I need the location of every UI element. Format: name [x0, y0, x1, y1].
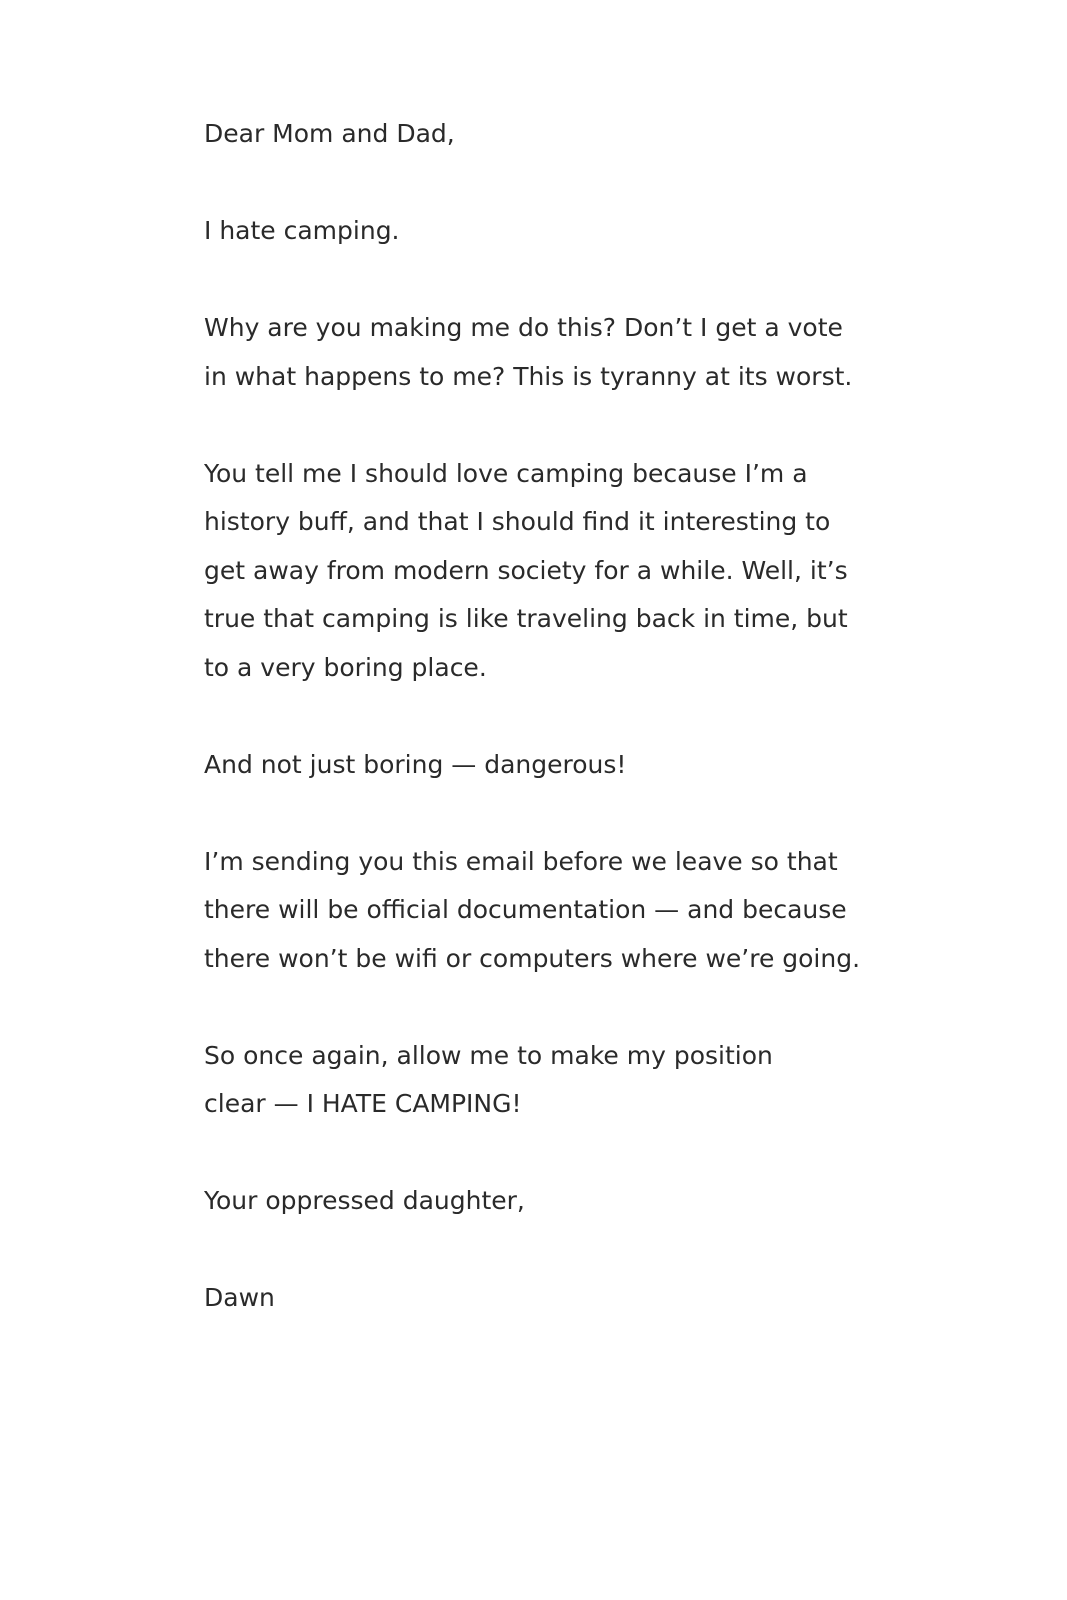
paragraph-spacer — [204, 1226, 904, 1275]
paragraph-spacer — [204, 983, 904, 1032]
paragraph-line: You tell me I should love camping because I’m a — [204, 458, 808, 488]
paragraph-line: to a very boring place. — [204, 652, 487, 682]
letter-closing: Your oppressed daughter, — [204, 1186, 525, 1215]
paragraph-line: Why are you making me do this? Don’t I get a vote — [204, 313, 843, 342]
paragraph-2 — [204, 304, 904, 401]
paragraph-line: there won’t be wifi or computers where we’re going. — [204, 943, 861, 973]
paragraph-line: So once again, allow me to make my position — [204, 1040, 773, 1070]
paragraph-3 — [204, 450, 904, 693]
paragraph-1 — [204, 207, 904, 256]
letter-signature: Dawn — [204, 1283, 275, 1312]
paragraph-line: I hate camping. — [204, 216, 400, 245]
paragraph-5 — [204, 838, 904, 984]
letter-body — [204, 110, 904, 1323]
paragraph-spacer — [204, 1129, 904, 1178]
paragraph-line: history buff, and that I should find it interesting to — [204, 507, 831, 536]
paragraph-spacer — [204, 159, 904, 208]
paragraph-spacer — [204, 789, 904, 838]
paragraph-spacer — [204, 256, 904, 305]
paragraph-6 — [204, 1032, 904, 1129]
paragraph-line: And not just boring — dangerous! — [204, 749, 627, 779]
letter-greeting: Dear Mom and Dad, — [204, 119, 455, 148]
paragraph-line: true that camping is like traveling back in time, but — [204, 604, 848, 633]
paragraph-spacer — [204, 401, 904, 450]
paragraph-4 — [204, 741, 904, 790]
paragraph-spacer — [204, 692, 904, 741]
paragraph-line: clear — I HATE CAMPING! — [204, 1089, 522, 1118]
paragraph-line: in what happens to me? This is tyranny at its worst. — [204, 361, 853, 391]
paragraph-line: I’m sending you this email before we leave so that — [204, 846, 838, 876]
paragraph-line: get away from modern society for a while. Well, it’s — [204, 555, 848, 585]
paragraph-line: there will be official documentation — and because — [204, 895, 847, 924]
